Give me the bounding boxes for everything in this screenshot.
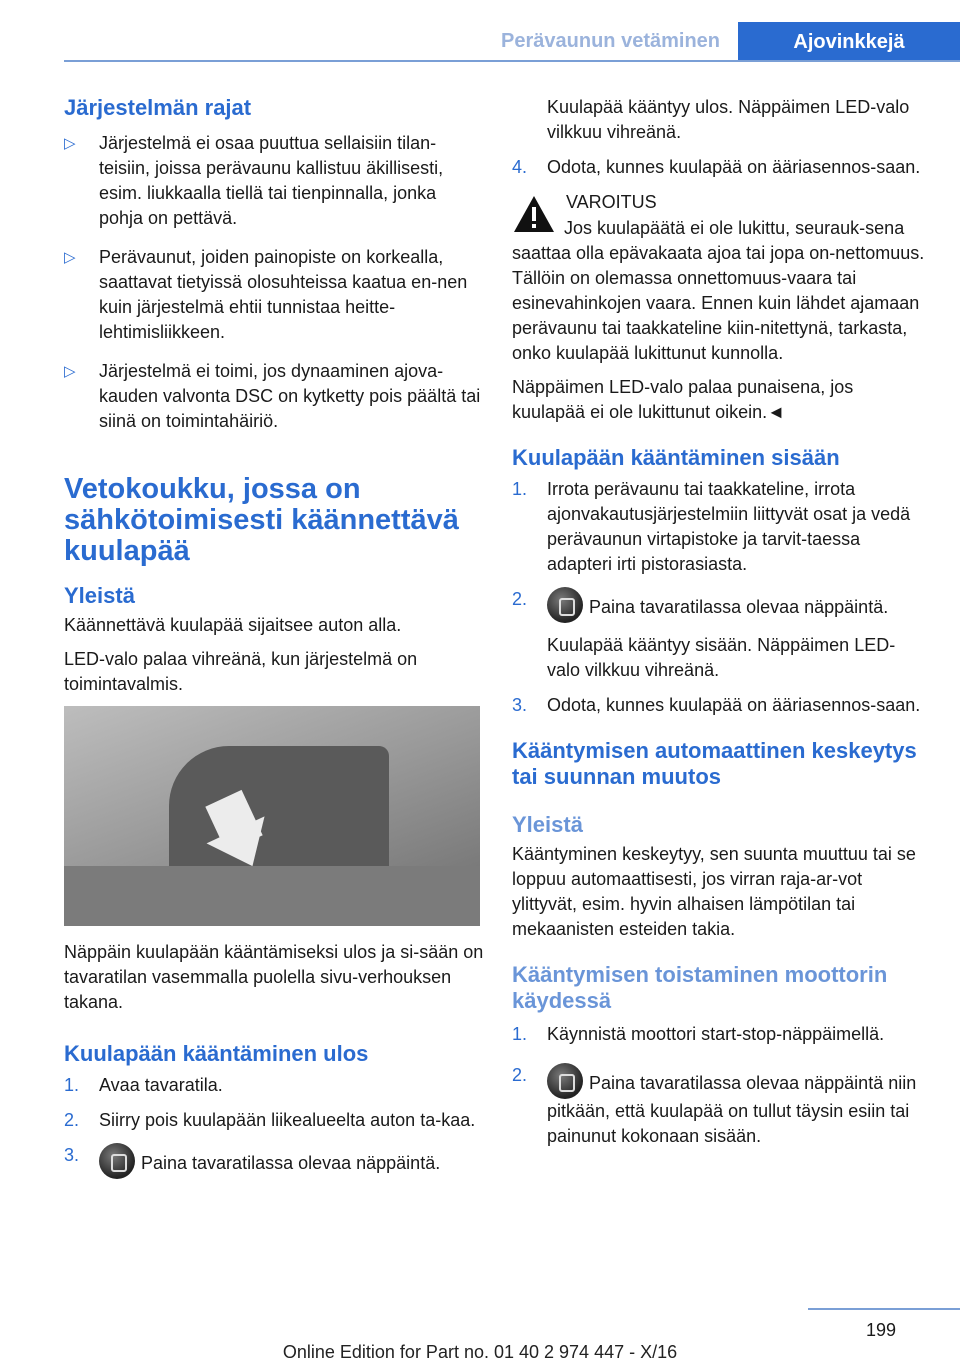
list-item: 2. Paina tavaratilassa olevaa näppäintä niin pitkään, että kuulapää on tullut täysin esiin tai painunut kokonaan sisään. bbox=[512, 1065, 917, 1146]
tow-hitch-button-icon bbox=[547, 587, 583, 623]
list-item: 1. Avaa tavaratila. bbox=[64, 1075, 223, 1095]
general-heading: Yleistä bbox=[64, 583, 135, 608]
warning-text: Jos kuulapäätä ei ole lukittu, seurauk-sena saattaa olla epävakaata ajoa tai jopa on-nettomuus. Tällöin on olemassa onnettomuus-vaara tai esinevahinkojen vaara. Ennen kuin lähdet ajamaan perävaunu tai taakkateline kiin-nitettynä, tarkasta, onko kuulapää lukittunut kunnolla. bbox=[512, 218, 925, 363]
list-item: 4. Odota, kunnes kuulapää on ääriasennos-saan. bbox=[512, 157, 921, 177]
bullet-triangle-icon: ▷ bbox=[64, 135, 76, 152]
auto-general-paragraph: Kääntyminen keskeytyy, sen suunta muuttuu tai se loppuu automaattisesti, jos virran raja-ar-vot ylittyvät, esim. hyvin alhaisen lämpötilan tai mekaanisten esteiden takia. bbox=[512, 844, 916, 939]
out-heading: Kuulapään kääntäminen ulos bbox=[64, 1041, 369, 1066]
list-item: ▷ Perävaunut, joiden painopiste on korkealla, saattavat tietyissä olosuhteissa kaatua en-nen kuin järjestelmä ehtii tunnistaa heitte-lehtimisliikkeen. bbox=[64, 245, 484, 345]
warning-title: VAROITUS bbox=[566, 192, 657, 212]
right-column bbox=[512, 95, 928, 1159]
tow-hitch-button-icon bbox=[547, 1063, 583, 1099]
list-item: ▷ Järjestelmä ei toimi, jos dynaaminen ajova-kauden valvonta DSC on kytketty pois päältä tai siinä on toimintahäiriö. bbox=[64, 359, 484, 434]
page-number: 199 bbox=[865, 1320, 896, 1340]
photo-caption: Näppäin kuulapään kääntämiseksi ulos ja si-sään on tavaratilan vasemmalla puolella sivu-verhouksen takana. bbox=[64, 942, 484, 1012]
edition-text: Online Edition for Part no. 01 40 2 974 447 - X/16 bbox=[282, 1342, 678, 1362]
general-paragraph: LED-valo palaa vihreänä, kun järjestelmä on toimintavalmis. bbox=[64, 649, 418, 694]
warning-icon bbox=[512, 194, 556, 234]
trunk-photo bbox=[64, 706, 480, 926]
list-item: 1. Irrota perävaunu tai taakkateline, irrota ajonvakautusjärjestelmiin liittyvät osat ja vedä perävaunun virtapistoke ja tarvit-taessa adapteri irti pistorasiasta. bbox=[512, 479, 911, 574]
bullet-triangle-icon: ▷ bbox=[64, 363, 76, 380]
limits-heading: Järjestelmän rajat bbox=[64, 95, 252, 120]
tow-hitch-button-icon bbox=[99, 1143, 135, 1179]
header-rule bbox=[64, 60, 960, 62]
main-heading: Vetokoukku, jossa on sähkötoimisesti käännettävä kuulapää bbox=[64, 473, 459, 567]
list-item: 1. Käynnistä moottori start-stop-näppäimellä. bbox=[512, 1024, 885, 1044]
footer-rule bbox=[808, 1308, 960, 1310]
list-item: 3. Odota, kunnes kuulapää on ääriasennos-saan. bbox=[512, 695, 921, 715]
bullet-triangle-icon: ▷ bbox=[64, 249, 76, 266]
led-note: Näppäimen LED-valo palaa punaisena, jos kuulapää ei ole lukittunut oikein.◄ bbox=[512, 377, 854, 422]
left-column bbox=[64, 95, 484, 1189]
list-item: Kuulapää kääntyy sisään. Näppäimen LED-valo vilkkuu vihreänä. bbox=[547, 635, 896, 680]
section-tab[interactable]: Perävaunun vetäminen bbox=[501, 30, 720, 52]
page-header bbox=[64, 0, 960, 62]
in-heading: Kuulapään kääntäminen sisään bbox=[512, 445, 840, 470]
repeat-heading: Kääntymisen toistaminen moottorin käydessä bbox=[512, 962, 888, 1013]
list-item: Kuulapää kääntyy ulos. Näppäimen LED-valo vilkkuu vihreänä. bbox=[547, 97, 910, 142]
auto-heading: Kääntymisen automaattinen keskeytys tai suunnan muutos bbox=[512, 738, 917, 789]
list-item: ▷ Järjestelmä ei osaa puuttua sellaisiin tilan-teisiin, joissa perävaunu kallistuu äkillisesti, esim. liukkaalla tiellä tai tienpinnalla, jonka pohja on pettävä. bbox=[64, 131, 484, 231]
list-item: 2. Siirry pois kuulapään liikealueelta auton ta-kaa. bbox=[64, 1110, 476, 1130]
chapter-tab[interactable]: Ajovinkkejä bbox=[738, 22, 960, 62]
list-item: 2. Paina tavaratilassa olevaa näppäintä. bbox=[512, 587, 928, 623]
general-paragraph: Käännettävä kuulapää sijaitsee auton alla. bbox=[64, 615, 402, 635]
list-item: 3. Paina tavaratilassa olevaa näppäintä. bbox=[64, 1143, 484, 1179]
auto-general-heading: Yleistä bbox=[512, 812, 583, 837]
